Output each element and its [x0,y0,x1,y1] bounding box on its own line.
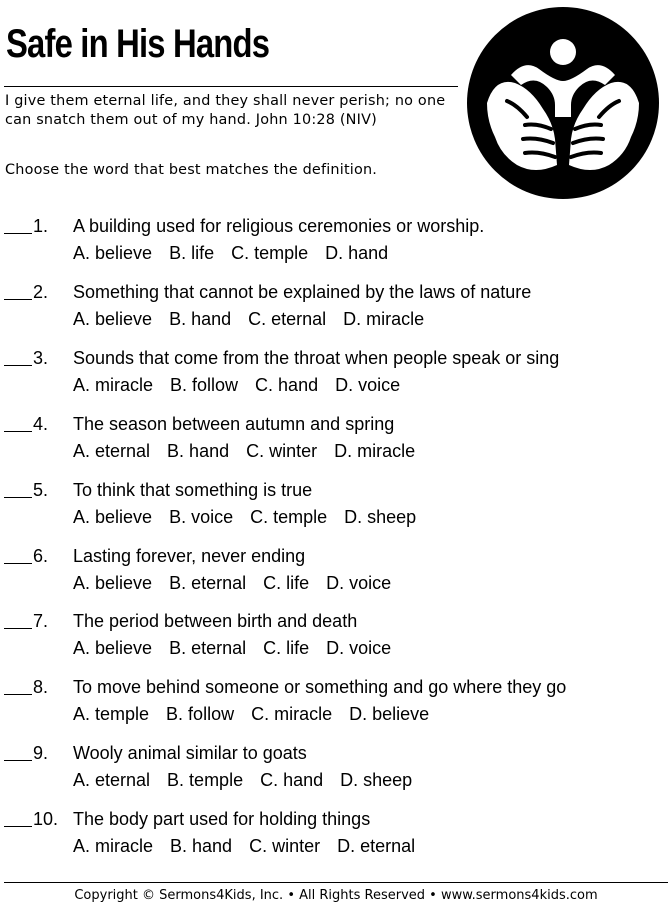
answer-option: A. believe [73,243,153,263]
answer-option: D. believe [349,704,430,724]
answer-option: B. hand [167,441,230,461]
question-number: 4. [33,414,49,434]
answer-option: B. follow [166,704,235,724]
answer-option: B. eternal [169,573,247,593]
answer-option: A. miracle [73,836,154,856]
question-item [0,346,672,402]
answer-option: A. miracle [73,375,154,395]
answer-option: B. follow [170,375,239,395]
answer-option: B. life [169,243,215,263]
question-item [0,214,672,270]
copyright-footer: Copyright © Sermons4Kids, Inc. • All Rights Reserved • www.sermons4kids.com [74,888,598,903]
answer-option: A. eternal [73,441,151,461]
answer-option: C. miracle [251,704,333,724]
answer-options [73,505,433,529]
question-number: 2. [33,282,49,302]
question-definition: The period between birth and death [73,611,358,631]
answer-option: C. temple [231,243,309,263]
question-definition: Sounds that come from the throat when people speak or sing [73,348,560,368]
answer-option: B. hand [169,309,232,329]
question-item [0,412,672,468]
question-definition: Lasting forever, never ending [73,546,306,566]
worksheet-title: Safe in His Hands [6,22,270,66]
answer-option: B. eternal [169,638,247,658]
answer-option: D. voice [326,638,392,658]
answer-option: A. believe [73,573,153,593]
answer-blank[interactable] [4,365,32,366]
question-number: 1. [33,216,49,236]
hands-holding-child-icon [465,5,661,201]
answer-option: C. winter [246,441,318,461]
title-divider [4,86,458,87]
answer-blank[interactable] [4,563,32,564]
answer-options [73,834,432,858]
question-item [0,675,672,731]
answer-blank[interactable] [4,497,32,498]
answer-option: A. eternal [73,770,151,790]
question-definition: To think that something is true [73,480,313,500]
answer-option: D. eternal [337,836,416,856]
question-definition: The season between autumn and spring [73,414,395,434]
answer-option: C. life [263,638,310,658]
question-item [0,544,672,600]
answer-blank[interactable] [4,431,32,432]
question-definition: The body part used for holding things [73,809,371,829]
answer-options [73,768,429,792]
question-number: 9. [33,743,49,763]
question-number: 7. [33,611,49,631]
answer-option: A. believe [73,309,153,329]
answer-option: A. temple [73,704,150,724]
answer-option: D. sheep [340,770,413,790]
answer-blank[interactable] [4,299,32,300]
answer-options [73,702,446,726]
answer-option: D. voice [326,573,392,593]
answer-blank[interactable] [4,826,32,827]
answer-options [73,571,408,595]
answer-blank[interactable] [4,694,32,695]
answer-options [73,373,417,397]
answer-option: C. hand [260,770,324,790]
answer-options [73,439,432,463]
answer-option: D. miracle [343,309,425,329]
answer-option: D. voice [335,375,401,395]
answer-option: D. sheep [344,507,417,527]
answer-options [73,307,441,331]
answer-blank[interactable] [4,760,32,761]
answer-option: D. hand [325,243,389,263]
question-definition: Wooly animal similar to goats [73,743,307,763]
question-number: 3. [33,348,49,368]
question-item [0,478,672,534]
bible-verse: I give them eternal life, and they shall never perish; no one can snatch them out of my hand. John 10:28 (NIV) [5,93,446,128]
answer-option: A. believe [73,507,153,527]
footer-divider [4,882,668,883]
answer-option: D. miracle [334,441,416,461]
question-definition: Something that cannot be explained by the laws of nature [73,282,532,302]
answer-blank[interactable] [4,628,32,629]
answer-option: A. believe [73,638,153,658]
question-definition: A building used for religious ceremonies or worship. [73,216,485,236]
question-number: 10. [33,809,59,829]
question-item [0,609,672,665]
answer-blank[interactable] [4,233,32,234]
answer-option: C. hand [255,375,319,395]
answer-option: B. hand [170,836,233,856]
question-item [0,741,672,797]
question-number: 8. [33,677,49,697]
answer-options [73,241,405,265]
question-number: 6. [33,546,49,566]
answer-options [73,636,408,660]
answer-option: B. temple [167,770,244,790]
question-definition: To move behind someone or something and go where they go [73,677,567,697]
answer-option: B. voice [169,507,234,527]
question-item [0,280,672,336]
question-number: 5. [33,480,49,500]
answer-option: C. life [263,573,310,593]
answer-option: C. eternal [248,309,327,329]
answer-option: C. temple [250,507,328,527]
answer-option: C. winter [249,836,321,856]
instructions: Choose the word that best matches the definition. [5,162,378,178]
question-item [0,807,672,863]
